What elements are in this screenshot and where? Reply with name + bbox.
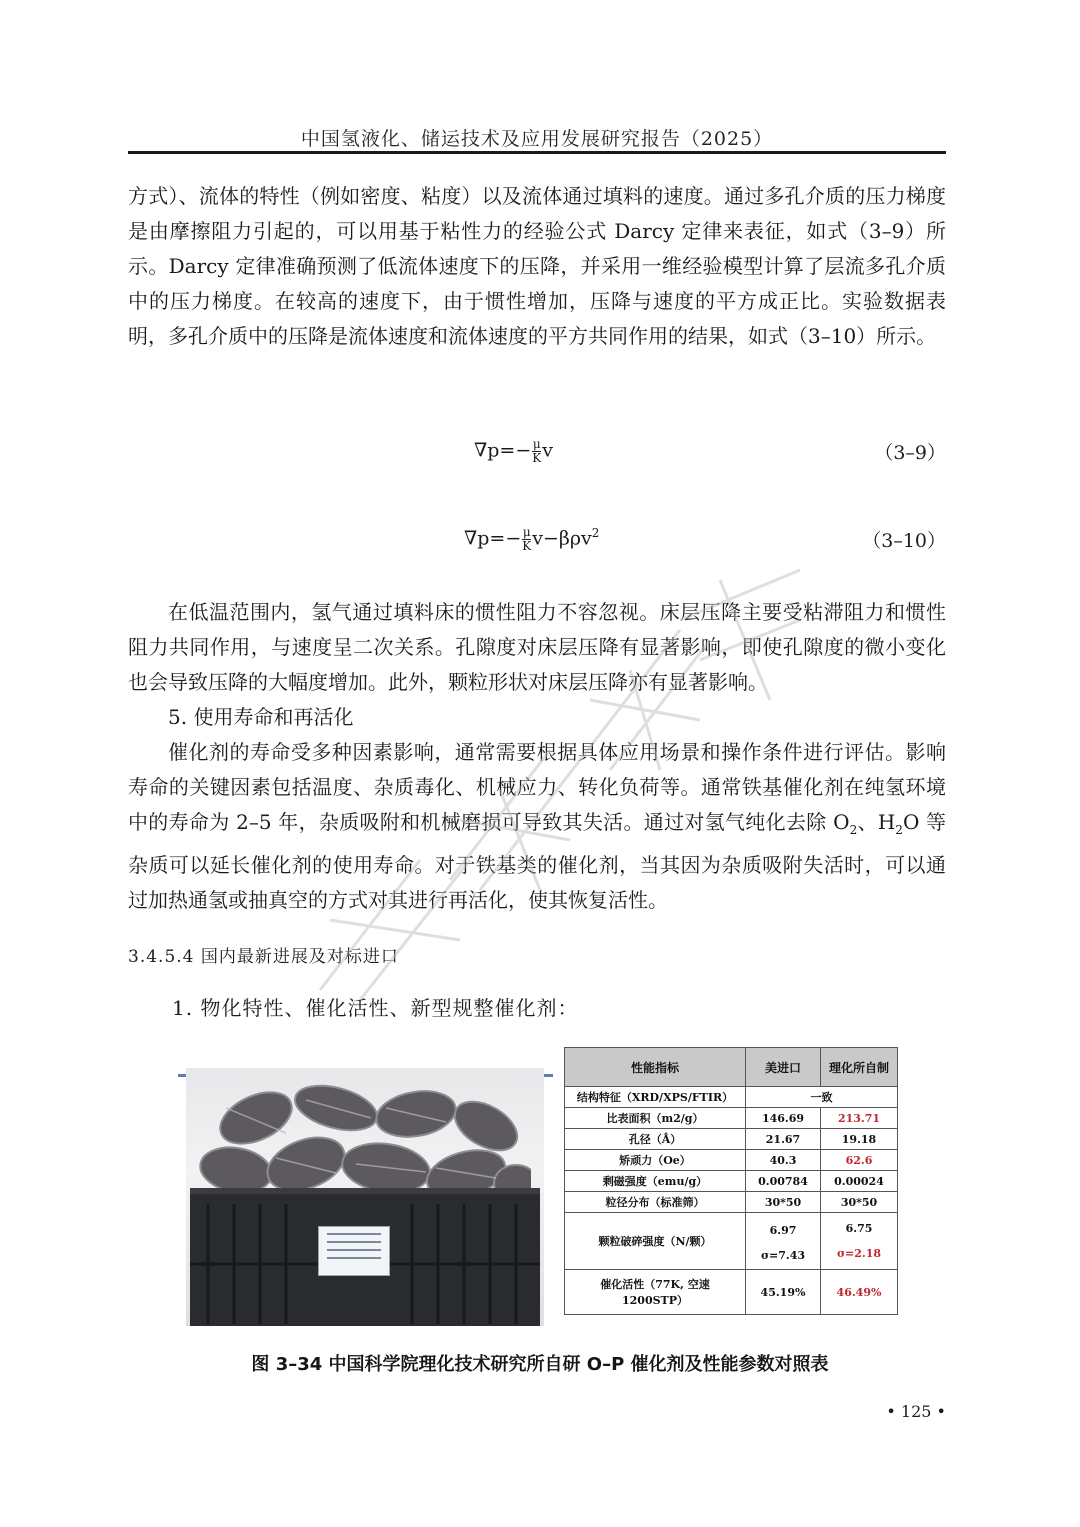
item-5-heading: 5. 使用寿命和再活化 <box>168 705 354 729</box>
figure-caption: 图 3–34 中国科学院理化技术研究所自研 O–P 催化剂及性能参数对照表 <box>251 1354 829 1375</box>
running-header: 中国氢液化、储运技术及应用发展研究报告（2025） <box>300 128 774 150</box>
table-header-domestic: 理化所自制 <box>821 1048 898 1087</box>
paragraph-2: 在低温范围内，氢气通过填料床的惯性阻力不容忽视。床层压降主要受粘滞阻力和惯性阻力共同作用，与速度呈二次关系。孔隙度对床层压降有显著影响，即使孔隙度的微小变化也会导致压降的大幅度增加。此外，颗粒形状对床层压降亦有显著影响。 <box>128 600 946 694</box>
table-cell-label: 比表面积（m2/g） <box>565 1108 746 1129</box>
table-cell-imported: 30*50 <box>746 1192 821 1213</box>
formula-3-9-lhs: ∇p=− <box>474 439 532 462</box>
paragraph-3-sub-h2o: 2 <box>895 823 903 837</box>
table-cell-domestic: 19.18 <box>821 1129 898 1150</box>
crush-imported-sigma: σ=7.43 <box>760 1249 806 1262</box>
black-crate <box>190 1188 540 1326</box>
paragraph-3 <box>128 735 946 918</box>
table-row <box>565 1270 898 1315</box>
formula-3-9-denominator: K <box>532 451 542 465</box>
formula-3-10-lhs: ∇p=− <box>464 527 522 550</box>
formula-3-10-fraction <box>522 526 531 553</box>
table-cell-imported: 45.19% <box>746 1270 821 1315</box>
table-row <box>565 1108 898 1129</box>
table-cell-domestic: 30*50 <box>821 1192 898 1213</box>
table-cell-imported <box>746 1213 821 1270</box>
paragraph-3-sub-o2: 2 <box>849 823 858 837</box>
table-cell-label: 粒径分布（标准筛） <box>565 1192 746 1213</box>
activity-label-line2: 1200STP） <box>621 1294 689 1307</box>
table-header-metric: 性能指标 <box>565 1048 746 1087</box>
table-cell-domestic <box>821 1213 898 1270</box>
table-cell-label <box>565 1270 746 1315</box>
paragraph-3-mid: 、H <box>857 810 896 834</box>
table-row <box>565 1087 898 1108</box>
formula-3-10-number: （3–10） <box>862 530 946 552</box>
formula-3-10-superscript: 2 <box>591 526 600 541</box>
formula-3-9-number: （3–9） <box>874 442 946 464</box>
table-cell-label: 颗粒破碎强度（N/颗） <box>565 1213 746 1270</box>
table-cell-merged: 一致 <box>746 1087 898 1108</box>
crush-domestic-value: 6.75 <box>845 1222 873 1235</box>
catalyst-photo <box>186 1068 544 1326</box>
table-cell-label: 孔径（Å） <box>565 1129 746 1150</box>
table-cell-imported: 0.00784 <box>746 1171 821 1192</box>
formula-3-10-expression <box>464 526 599 553</box>
table-cell-imported: 21.67 <box>746 1129 821 1150</box>
table-cell-label: 矫顽力（Oe） <box>565 1150 746 1171</box>
crush-imported-value: 6.97 <box>769 1224 797 1237</box>
table-row <box>565 1192 898 1213</box>
table-cell-label: 结构特征（XRD/XPS/FTIR） <box>565 1087 746 1108</box>
table-cell-domestic: 62.6 <box>821 1150 898 1171</box>
page-number: • 125 • <box>886 1402 946 1421</box>
paragraph-3-start: 催化剂的寿命受多种因素影响，通常需要根据具体应用场景和操作条件进行评估。影响寿命的关键因素包括温度、杂质毒化、机械应力、转化负荷等。通常铁基催化剂在纯氢环境中的寿命为 2–5 年，杂质吸附和机械磨损可导致其失活。通过对氢气纯化去除 O <box>128 740 946 834</box>
formula-3-10-rhs: v−βρv <box>532 527 592 550</box>
table-cell-domestic: 0.00024 <box>821 1171 898 1192</box>
formula-3-10 <box>128 518 946 558</box>
paragraph-3-end: O 等杂质可以延长催化剂的使用寿命。对于铁基类的催化剂，当其因为杂质吸附失活时，可以通过加热通氢或抽真空的方式对其进行再活化，使其恢复活性。 <box>128 810 946 912</box>
formula-3-9-numerator: μ <box>532 437 541 451</box>
performance-comparison-table <box>564 1047 898 1315</box>
crush-domestic-sigma: σ=2.18 <box>836 1247 882 1260</box>
table-cell-imported: 146.69 <box>746 1108 821 1129</box>
item-1-heading: 1. 物化特性、催化活性、新型规整催化剂： <box>172 996 579 1020</box>
formula-3-9-fraction <box>532 438 541 465</box>
table-row <box>565 1129 898 1150</box>
formula-3-10-denominator: K <box>522 539 532 553</box>
table-header-imported: 美进口 <box>746 1048 821 1087</box>
table-row <box>565 1213 898 1270</box>
formula-3-9-rhs: v <box>542 439 553 462</box>
table-header-row <box>565 1048 898 1087</box>
table-row <box>565 1171 898 1192</box>
photo-marker-right <box>544 1074 553 1077</box>
table-row <box>565 1150 898 1171</box>
formula-3-10-numerator: μ <box>522 525 531 539</box>
activity-label-line1: 催化活性（77K, 空速 <box>600 1278 710 1291</box>
subsection-heading: 3.4.5.4 国内最新进展及对标进口 <box>128 947 399 967</box>
paragraph-1: 方式）、流体的特性（例如密度、粘度）以及流体通过填料的速度。通过多孔介质的压力梯度是由摩擦阻力引起的，可以用基于粘性力的经验公式 Darcy 定律来表征，如式（3–9）所示。Darcy 定律准确预测了低流体速度下的压降，并采用一维经验模型计算了层流多孔介质中的压力梯度。在较高的速度下，由于惯性增加，压降与速度的平方成正比。实验数据表明，多孔介质中的压降是流体速度和流体速度的平方共同作用的结果，如式（3–10）所示。 <box>128 184 946 348</box>
table-cell-domestic: 213.71 <box>821 1108 898 1129</box>
paragraph-darcy <box>128 179 946 354</box>
crate-label <box>318 1226 390 1276</box>
formula-3-9 <box>128 430 946 470</box>
table-cell-label: 剩磁强度（emu/g） <box>565 1171 746 1192</box>
paragraph-inertia <box>128 595 946 918</box>
formula-3-9-expression <box>474 438 553 465</box>
header-rule <box>128 151 946 154</box>
table-cell-imported: 40.3 <box>746 1150 821 1171</box>
table-cell-domestic: 46.49% <box>821 1270 898 1315</box>
